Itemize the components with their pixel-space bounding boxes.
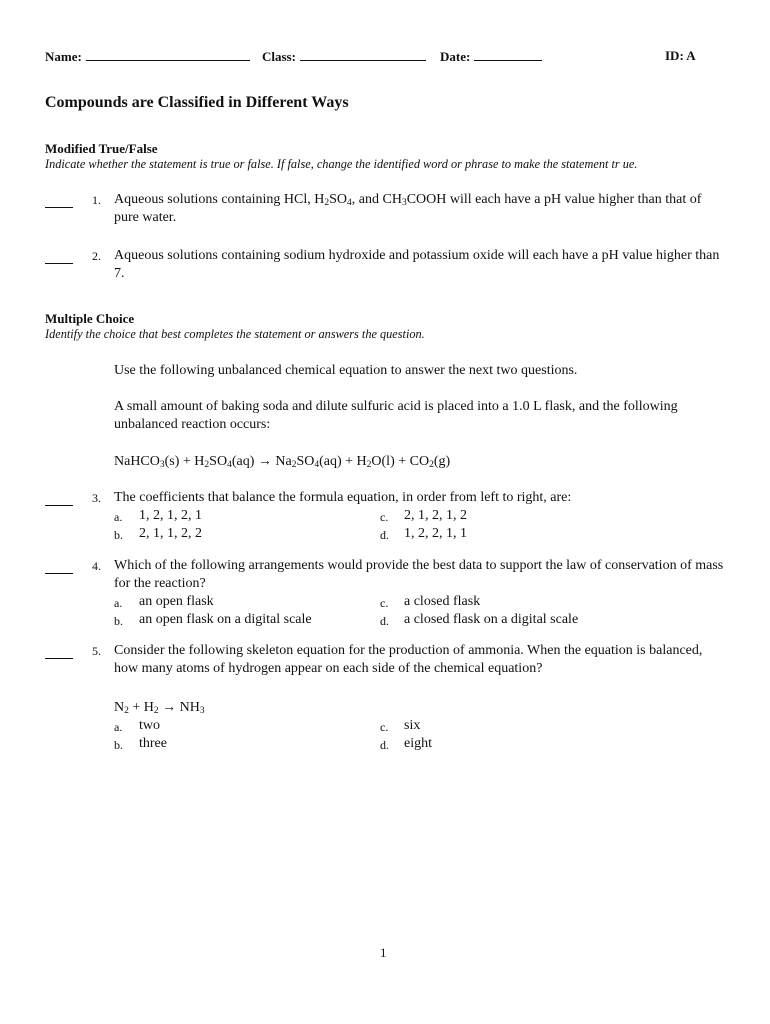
id-label: ID: A	[665, 48, 696, 63]
question-text-3: The coefficients that balance the formula equation, in order from left to right, are:	[114, 490, 572, 505]
q5-option-a-letter: a.	[114, 720, 123, 734]
context-equation	[114, 453, 734, 471]
q4-option-d-letter: d.	[380, 614, 389, 628]
question-text-1	[114, 191, 724, 227]
q3-option-d-text: 1, 2, 2, 1, 1	[404, 526, 467, 541]
q3-option-b-text: 2, 1, 1, 2, 2	[139, 526, 202, 541]
name-label: Name:	[45, 49, 82, 64]
q3-option-c-text: 2, 1, 2, 1, 2	[404, 508, 467, 523]
page-title: Compounds are Classified in Different Ways	[45, 94, 349, 111]
context-equation-content: NaHCO$_3$(s) + $H_2SO_4(aq) \to Na_2SO_4(aq) + H_2O(l) + CO_2(g)$	[114, 454, 451, 470]
q5-option-c-letter: c.	[380, 720, 389, 734]
context-intro: Use the following unbalanced chemical equation to answer the next two questions.	[114, 363, 578, 378]
context-scenario: A small amount of baking soda and dilute sulfuric acid is placed into a 1.0 L flask, and the following unbalanced reaction occurs:	[114, 399, 678, 432]
q3-option-d-letter: d.	[380, 528, 389, 542]
answer-blank-5	[45, 657, 73, 659]
q5-equation-content: $N_2 + H_2 \to NH_3$	[114, 700, 205, 716]
question-number-1: 1.	[92, 193, 101, 207]
answer-blank-1	[45, 206, 73, 208]
question-number-2: 2.	[92, 249, 101, 263]
class-field	[262, 48, 426, 65]
name-field	[45, 48, 250, 65]
section-instruction-true-false: Indicate whether the statement is true or false. If false, change the identified word or phrase to make the statement tr ue.	[45, 157, 638, 171]
q5-option-c-text: six	[404, 718, 421, 733]
q3-option-c-letter: c.	[380, 510, 389, 524]
answer-blank-2	[45, 262, 73, 264]
question-text-1-content: Aqueous solutions containing HCl, $H_2SO_4$, and $CH_3COOH$ will each have a pH value higher than that of pure water.	[114, 192, 702, 225]
q5-option-d-text: eight	[404, 736, 432, 751]
q4-option-a-text: an open flask	[139, 594, 214, 609]
date-label: Date:	[440, 49, 471, 64]
section-heading-multiple-choice: Multiple Choice	[45, 311, 135, 326]
q5-option-b-letter: b.	[114, 738, 123, 752]
q5-equation	[114, 699, 734, 717]
q4-option-b-letter: b.	[114, 614, 123, 628]
q3-option-a-letter: a.	[114, 510, 123, 524]
question-number-3: 3.	[92, 491, 101, 505]
q5-option-b-text: three	[139, 736, 167, 751]
answer-blank-4	[45, 572, 73, 574]
q3-option-b-letter: b.	[114, 528, 123, 542]
question-number-5: 5.	[92, 644, 101, 658]
q5-option-a-text: two	[139, 718, 160, 733]
date-field	[440, 48, 542, 65]
q4-option-b-text: an open flask on a digital scale	[139, 612, 312, 627]
q4-option-c-letter: c.	[380, 596, 389, 610]
section-instruction-multiple-choice: Identify the choice that best completes the statement or answers the question.	[45, 327, 425, 341]
question-number-4: 4.	[92, 559, 101, 573]
q5-option-d-letter: d.	[380, 738, 389, 752]
class-label: Class:	[262, 49, 296, 64]
q3-option-a-text: 1, 2, 1, 2, 1	[139, 508, 202, 523]
section-heading-true-false: Modified True/False	[45, 141, 158, 156]
question-text-4: Which of the following arrangements would provide the best data to support the law of conservation of mass for the reaction?	[114, 558, 724, 591]
page-number: 1	[380, 945, 387, 960]
question-text-2: Aqueous solutions containing sodium hydroxide and potassium oxide will each have a pH value higher than 7.	[114, 248, 720, 281]
class-blank	[300, 48, 426, 61]
q4-option-d-text: a closed flask on a digital scale	[404, 612, 579, 627]
answer-blank-3	[45, 504, 73, 506]
name-blank	[86, 48, 250, 61]
q4-option-c-text: a closed flask	[404, 594, 481, 609]
question-text-5: Consider the following skeleton equation for the production of ammonia. When the equation is balanced, how many atoms of hydrogen appear on each side of the chemical equation?	[114, 643, 703, 676]
date-blank	[474, 48, 542, 61]
q4-option-a-letter: a.	[114, 596, 123, 610]
